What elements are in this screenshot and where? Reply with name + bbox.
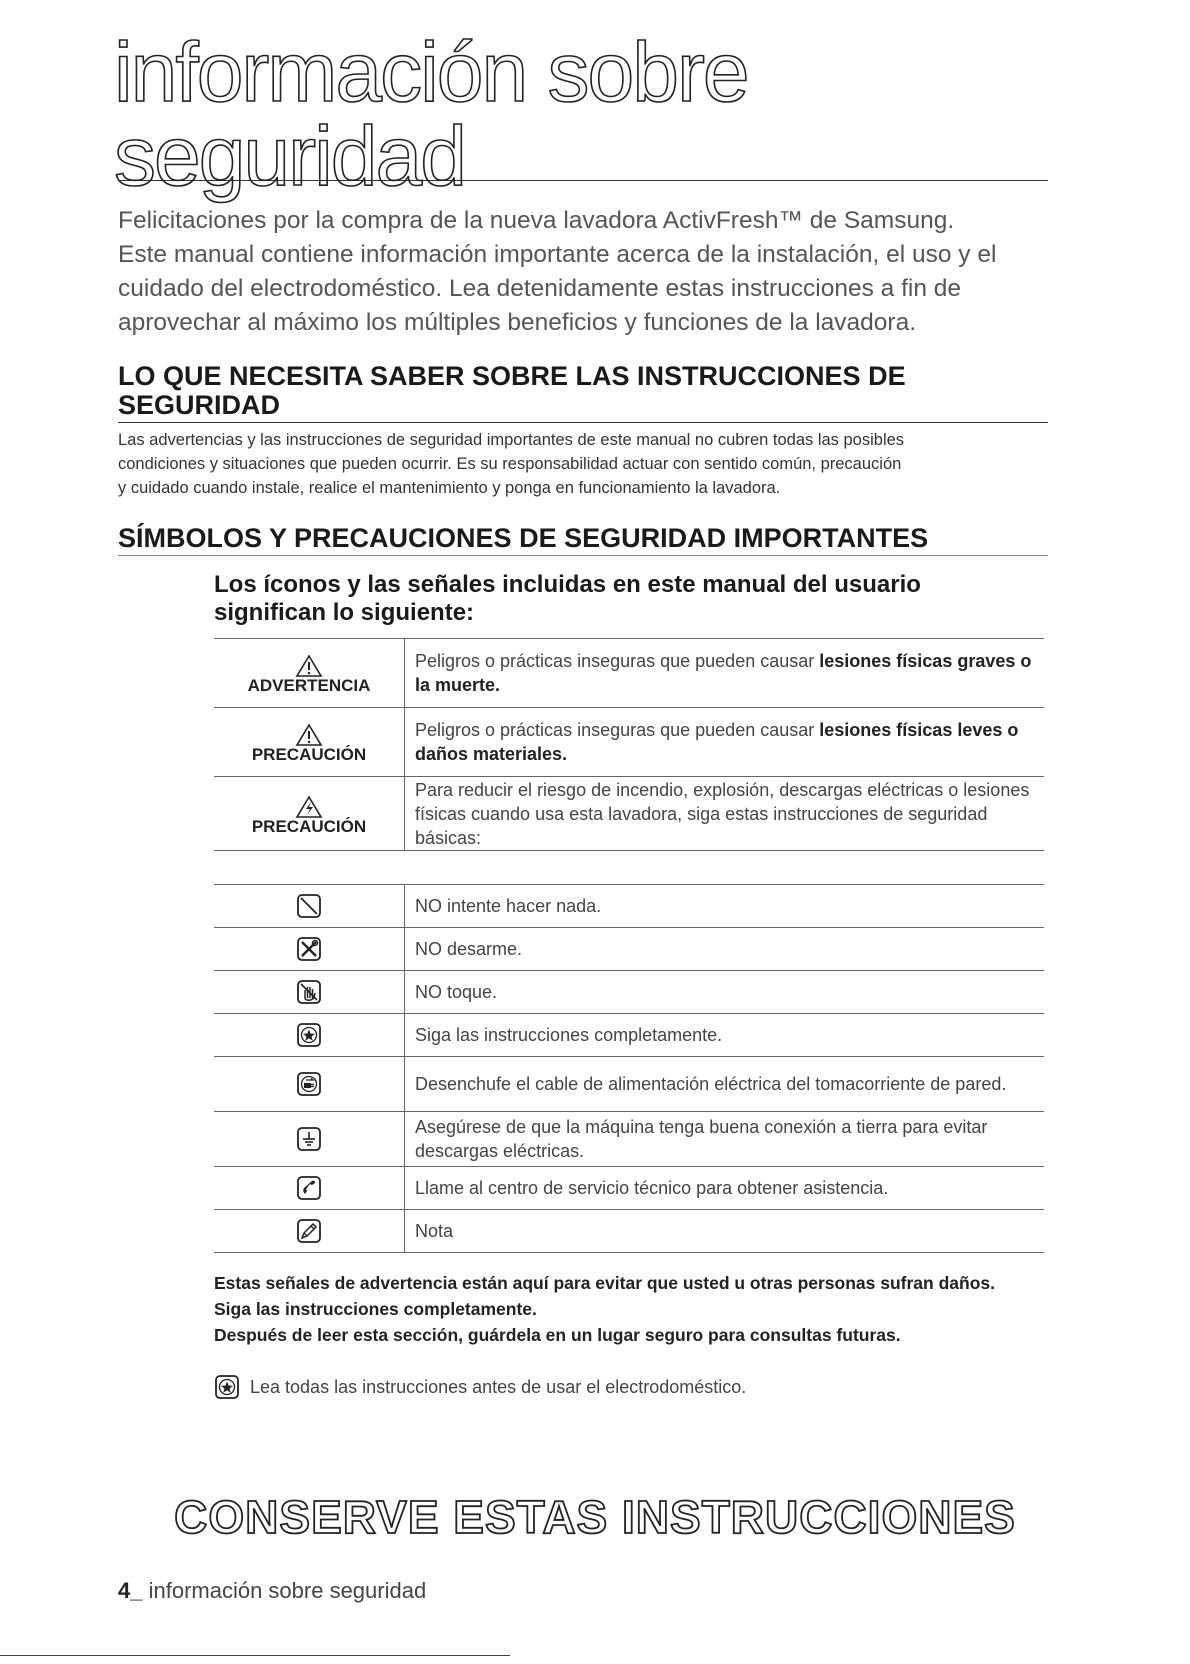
warning-label: PRECAUCIÓN xyxy=(251,816,367,836)
symbol-key xyxy=(214,1112,405,1167)
warning-text-bold: lesiones físicas leves o daños materiales. xyxy=(415,720,1019,764)
page-number: 4_ xyxy=(118,1578,143,1603)
note-pencil-icon xyxy=(296,1218,322,1244)
section-heading-line: LO QUE NECESITA SABER SOBRE LAS INSTRUCCIONES DE xyxy=(118,361,906,391)
page-title-text: información sobre seguridad xyxy=(114,25,748,203)
symbol-key xyxy=(214,1210,405,1253)
section-heading-instructions xyxy=(118,362,1048,423)
warning-triangle-icon xyxy=(295,723,323,747)
warning-text xyxy=(405,777,1045,851)
symbol-text: Nota xyxy=(405,1210,1045,1253)
symbol-row xyxy=(214,1210,1044,1253)
warning-text xyxy=(405,639,1045,708)
warning-triangle-icon xyxy=(295,654,323,678)
symbol-row xyxy=(214,1167,1044,1210)
symbol-row xyxy=(214,1057,1044,1112)
symbol-key xyxy=(214,885,405,928)
warning-row xyxy=(214,708,1044,777)
warning-table xyxy=(214,638,1044,851)
symbols-subheading xyxy=(214,571,1014,627)
symbol-key xyxy=(214,928,405,971)
note-line: Siga las instrucciones completamente. xyxy=(214,1299,537,1319)
warning-key xyxy=(214,639,405,708)
symbol-row xyxy=(214,928,1044,971)
warning-text-normal: Peligros o prácticas inseguras que pueden causar xyxy=(415,720,820,740)
section-body-line: y cuidado cuando instale, realice el mantenimiento y ponga en funcionamiento la lavadora. xyxy=(118,479,781,497)
warning-label: PRECAUCIÓN xyxy=(251,745,367,764)
warning-key xyxy=(214,708,405,777)
symbol-row xyxy=(214,1014,1044,1057)
section-heading-symbols: SÍMBOLOS Y PRECAUCIONES DE SEGURIDAD IMPORTANTES xyxy=(118,522,1048,556)
symbol-key xyxy=(214,1167,405,1210)
warning-text-normal: Peligros o prácticas inseguras que pueden causar xyxy=(415,651,820,671)
conserve-instructions-banner: CONSERVE ESTAS INSTRUCCIONES xyxy=(174,1491,1016,1543)
intro-line: cuidado del electrodoméstico. Lea detenidamente estas instrucciones a fin de xyxy=(118,275,962,302)
bottom-rule xyxy=(0,1655,510,1656)
note-line: Después de leer esta sección, guárdela en un lugar seguro para consultas futuras. xyxy=(214,1325,901,1345)
symbol-text: NO intente hacer nada. xyxy=(405,885,1045,928)
symbol-text: NO desarme. xyxy=(405,928,1045,971)
symbol-text: Llame al centro de servicio técnico para obtener asistencia. xyxy=(405,1167,1045,1210)
symbol-text: Desenchufe el cable de alimentación eléctrica del tomacorriente de pared. xyxy=(405,1057,1045,1112)
no-disassemble-icon xyxy=(296,936,322,962)
prohibited-icon xyxy=(296,893,322,919)
star-instruction-icon xyxy=(296,1022,322,1048)
symbol-text: NO toque. xyxy=(405,971,1045,1014)
subheading-line: Los íconos y las señales incluidas en este manual del usuario xyxy=(214,571,921,598)
warning-text xyxy=(405,708,1045,777)
no-touch-icon xyxy=(296,979,322,1005)
warning-label: ADVERTENCIA xyxy=(247,676,371,695)
symbol-key xyxy=(214,1057,405,1112)
note-line: Estas señales de advertencia están aquí para evitar que usted u otras personas sufran daños. xyxy=(214,1273,995,1293)
electric-warning-triangle-icon xyxy=(295,795,323,819)
symbol-row xyxy=(214,1112,1044,1167)
read-all-note xyxy=(214,1374,746,1400)
section-body-instructions xyxy=(118,428,1048,500)
section-heading-line: SEGURIDAD xyxy=(118,390,281,420)
warning-row xyxy=(214,777,1044,851)
symbols-table xyxy=(214,884,1044,1253)
intro-line: Este manual contiene información importante acerca de la instalación, el uso y el xyxy=(118,241,997,268)
phone-service-icon xyxy=(296,1175,322,1201)
subheading-line: significan lo siguiente: xyxy=(214,599,475,626)
page-title xyxy=(114,25,1048,203)
intro-line: aprovechar al máximo los múltiples beneficios y funciones de la lavadora. xyxy=(118,309,917,336)
warning-text-normal: Para reducir el riesgo de incendio, explosión, descargas eléctricas o lesiones físicas cuando usa esta lavadora, siga estas instrucciones de seguridad básicas: xyxy=(415,779,1030,848)
page-footer xyxy=(118,1578,426,1604)
symbol-text: Asegúrese de que la máquina tenga buena conexión a tierra para evitar descargas eléctricas. xyxy=(405,1112,1045,1167)
read-all-text: Lea todas las instrucciones antes de usar el electrodoméstico. xyxy=(250,1376,747,1397)
warning-text-bold: lesiones físicas graves o la muerte. xyxy=(415,651,1032,695)
symbol-row xyxy=(214,971,1044,1014)
section-body-line: condiciones y situaciones que pueden ocurrir. Es su responsabilidad actuar con sentido común, precaución xyxy=(118,455,902,473)
intro-line: Felicitaciones por la compra de la nueva lavadora ActivFresh™ de Samsung. xyxy=(118,207,955,234)
symbol-key xyxy=(214,971,405,1014)
intro-paragraph xyxy=(118,204,1078,340)
symbol-key xyxy=(214,1014,405,1057)
warning-notes xyxy=(214,1270,1034,1348)
section-body-line: Las advertencias y las instrucciones de seguridad importantes de este manual no cubren todas las posibles xyxy=(118,431,905,449)
footer-section-title: información sobre seguridad xyxy=(142,1578,427,1603)
unplug-icon xyxy=(296,1071,322,1097)
warning-key xyxy=(214,777,405,851)
star-instruction-icon xyxy=(214,1374,240,1400)
ground-icon xyxy=(296,1126,322,1152)
symbol-text: Siga las instrucciones completamente. xyxy=(405,1014,1045,1057)
warning-row xyxy=(214,639,1044,708)
symbol-row xyxy=(214,885,1044,928)
